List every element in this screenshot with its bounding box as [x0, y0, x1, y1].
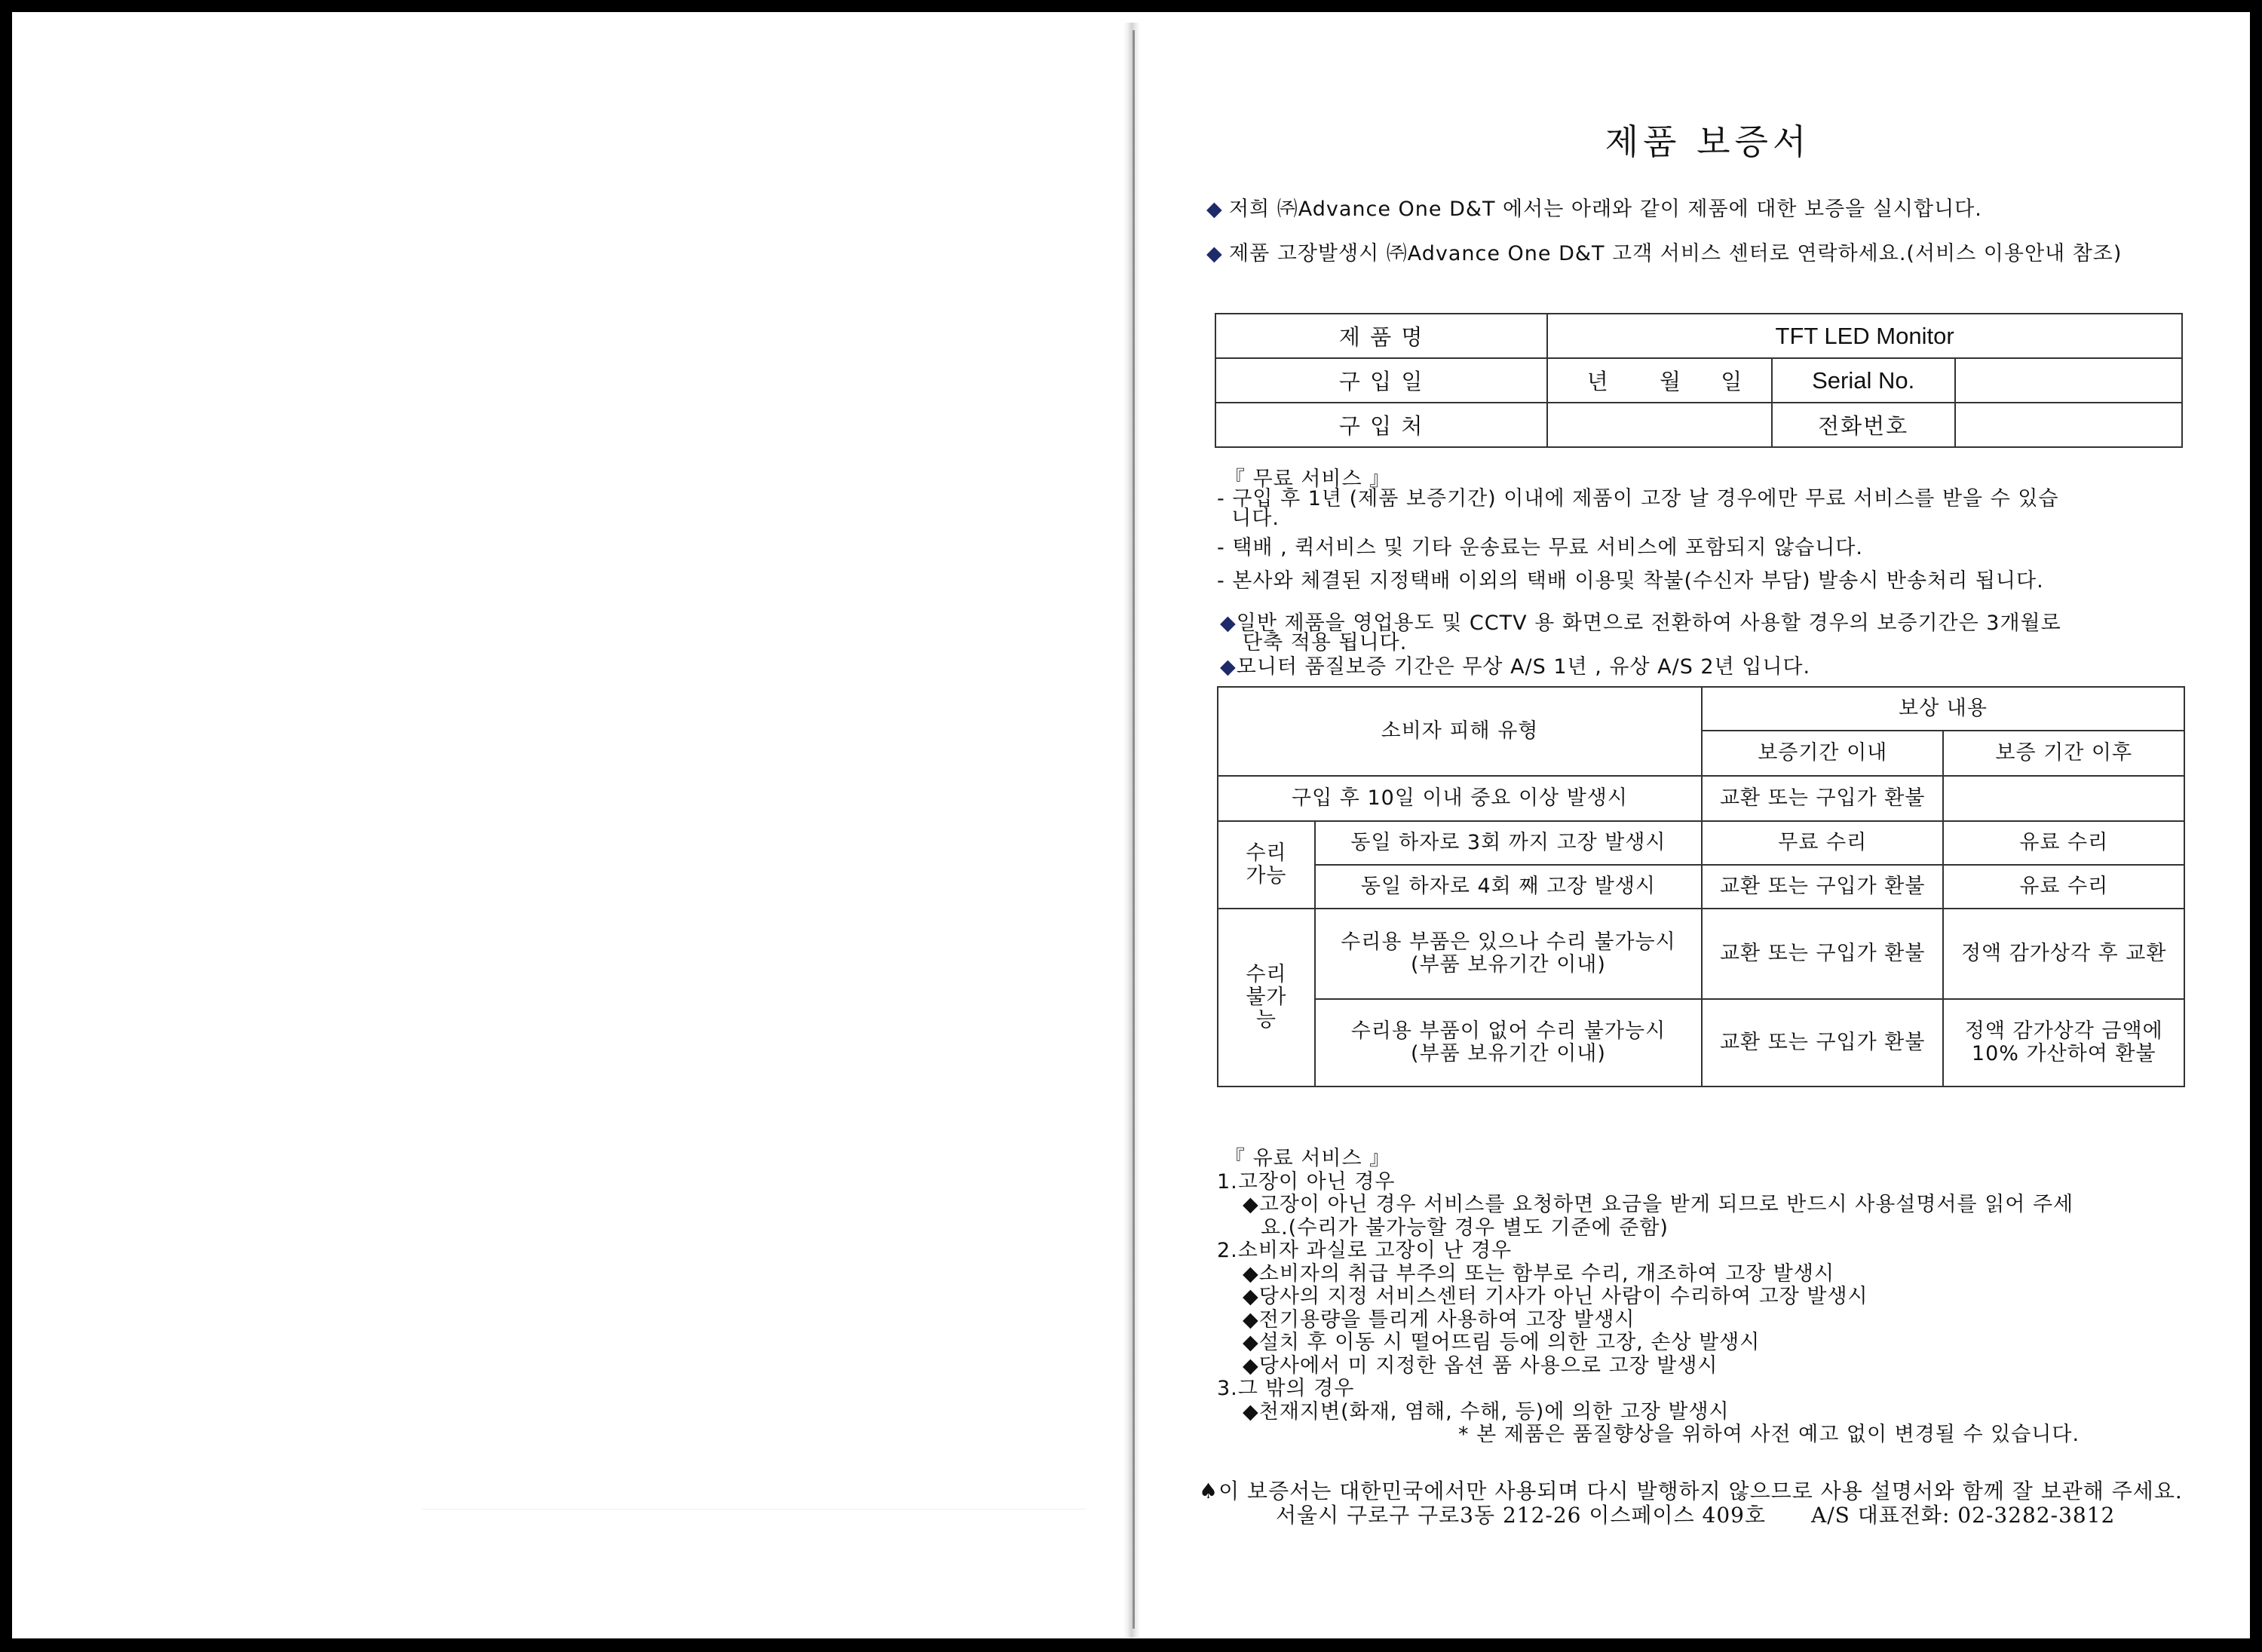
table-row-within: 교환 또는 구입가 환불 [1702, 776, 1943, 821]
paid-service-subheading: 1.고장이 아닌 경우 [1217, 1169, 1396, 1194]
change-notice: * 본 제품은 품질향상을 위하여 사전 예고 없이 변경될 수 있습니다. [1458, 1423, 2080, 1446]
paid-service-heading: 『 유료 서비스 』 [1224, 1147, 1391, 1170]
within-warranty-header: 보증기간 이내 [1702, 731, 1943, 776]
page-title: 제품 보증서 [1605, 121, 1811, 162]
product-name-value: TFT LED Monitor [1547, 314, 2182, 358]
phone-field [1955, 403, 2182, 447]
table-row-type: 동일 하자로 3회 까지 고장 발생시 [1315, 821, 1702, 865]
unrepairable-label: 수리 불가능 [1218, 909, 1315, 1087]
page-fold-crease [1133, 30, 1135, 1629]
compensation-table [1217, 686, 2185, 1087]
serial-field [1955, 358, 2182, 403]
intro-line-1: ◆ 저희 ㈜Advance One D&T 에서는 아래와 같이 제품에 대한 보증을 실시합니다. [1206, 198, 1982, 221]
repairable-label: 수리 가능 [1218, 821, 1315, 909]
paid-service-item: ◆전기용량을 틀리게 사용하여 고장 발생시 [1243, 1307, 1635, 1332]
paid-service-item: ◆당사의 지정 서비스센터 기사가 아닌 사람이 수리하여 고장 발생시 [1243, 1285, 1868, 1308]
purchase-date-field: 년 월 일 [1547, 358, 1772, 403]
free-service-heading: 『 무료 서비스 』 [1224, 467, 1391, 491]
table-row-type: 동일 하자로 4회 째 고장 발생시 [1315, 865, 1702, 909]
table-row-type: 수리용 부품이 없어 수리 불가능시 (부품 보유기간 이내) [1315, 999, 1702, 1087]
warranty-notes [1220, 612, 2200, 679]
page-fold [1123, 23, 1140, 1638]
paid-service-subheading: 3.그 밖의 경우 [1217, 1377, 1355, 1400]
intro-line-2: ◆ 제품 고장발생시 ㈜Advance One D&T 고객 서비스 센터로 연락하세요.(서비스 이용안내 참조) [1206, 242, 2123, 265]
purchase-place-label: 구 입 처 [1215, 403, 1547, 447]
table-row-after: 정액 감가상각 후 교환 [1943, 909, 2184, 999]
paid-service-item: ◆소비자의 취급 부주의 또는 함부로 수리, 개조하여 고장 발생시 [1243, 1261, 1835, 1286]
purchase-place-field [1547, 403, 1772, 447]
free-service-item: 니다. [1217, 507, 1280, 530]
product-name-label: 제 품 명 [1215, 314, 1547, 358]
table-row-within: 무료 수리 [1702, 821, 1943, 865]
paid-service-section [1217, 1148, 2205, 1447]
damage-type-header: 소비자 피해 유형 [1218, 687, 1702, 776]
diamond-bullet-icon: ◆ [1206, 198, 1223, 221]
table-row-after [1943, 776, 2184, 821]
table-row-within: 교환 또는 구입가 환불 [1702, 999, 1943, 1087]
table-row-after: 유료 수리 [1943, 821, 2184, 865]
table-row-after: 정액 감가상각 금액에 10% 가산하여 환불 [1943, 999, 2184, 1087]
diamond-bullet-icon: ◆ [1220, 611, 1237, 635]
serial-label: Serial No. [1772, 358, 1955, 403]
free-service-item: - 구입 후 1년 (제품 보증기간) 이내에 제품이 고장 날 경우에만 무료 서비스를 받을 수 있습 [1217, 487, 2059, 510]
paid-service-item: ◆고장이 아닌 경우 서비스를 요청하면 요금을 받게 되므로 반드시 사용설명서를 읽어 주세 [1243, 1193, 2074, 1216]
footer-contact [1199, 1503, 2209, 1528]
paid-service-item: ◆당사에서 미 지정한 옵션 품 사용으로 고장 발생시 [1243, 1353, 1718, 1378]
free-service-item: - 택배 , 퀵서비스 및 기타 운송료는 무료 서비스에 포함되지 않습니다. [1217, 536, 1863, 559]
note-item: ◆모니터 품질보증 기간은 무상 A/S 1년 , 유상 A/S 2년 입니다. [1220, 655, 1811, 679]
table-row-within: 교환 또는 구입가 환불 [1702, 909, 1943, 999]
table-row-within: 교환 또는 구입가 환불 [1702, 865, 1943, 909]
note-item: ◆일반 제품을 영업용도 및 CCTV 용 화면으로 전환하여 사용할 경우의 보증기간은 3개월로 [1220, 611, 2061, 635]
free-service-list [1217, 488, 2197, 593]
after-warranty-header: 보증 기간 이후 [1943, 731, 2184, 776]
footer-notice: ♠이 보증서는 대한민국에서만 사용되며 다시 발행하지 않으므로 사용 설명서와 함께 잘 보관해 주세요. [1199, 1479, 2183, 1503]
paid-service-subheading: 2.소비자 과실로 고장이 난 경우 [1217, 1239, 1513, 1262]
table-row-after: 유료 수리 [1943, 865, 2184, 909]
phone-label: 전화번호 [1772, 403, 1955, 447]
paid-service-item: ◆천재지변(화재, 염해, 수해, 등)에 의한 고장 발생시 [1243, 1399, 1730, 1424]
table-row-type: 구입 후 10일 이내 중요 이상 발생시 [1218, 776, 1702, 821]
footer [1199, 1479, 2209, 1528]
diamond-bullet-icon: ◆ [1220, 655, 1237, 679]
company-address: 서울시 구로구 구로3동 212-26 이스페이스 409호 [1276, 1503, 1767, 1528]
table-row-type: 수리용 부품은 있으나 수리 불가능시 (부품 보유기간 이내) [1315, 909, 1702, 999]
as-phone: A/S 대표전화: 02-3282-3812 [1811, 1503, 2116, 1528]
free-service-item: - 본사와 체결된 지정택배 이외의 택배 이용및 착불(수신자 부담) 발송시 반송처리 됩니다. [1217, 569, 2044, 593]
product-info-table [1215, 313, 2183, 448]
purchase-date-label: 구 입 일 [1215, 358, 1547, 403]
paid-service-item: ◆설치 후 이동 시 떨어뜨림 등에 의한 고장, 손상 발생시 [1243, 1331, 1761, 1354]
diamond-bullet-icon: ◆ [1206, 242, 1223, 265]
compensation-header: 보상 내용 [1702, 687, 2184, 731]
paid-service-item: 요.(수리가 불가능할 경우 별도 기준에 준함) [1261, 1215, 1669, 1240]
warranty-page [1199, 0, 2209, 1652]
note-item: 단축 적용 됩니다. [1243, 631, 1408, 654]
